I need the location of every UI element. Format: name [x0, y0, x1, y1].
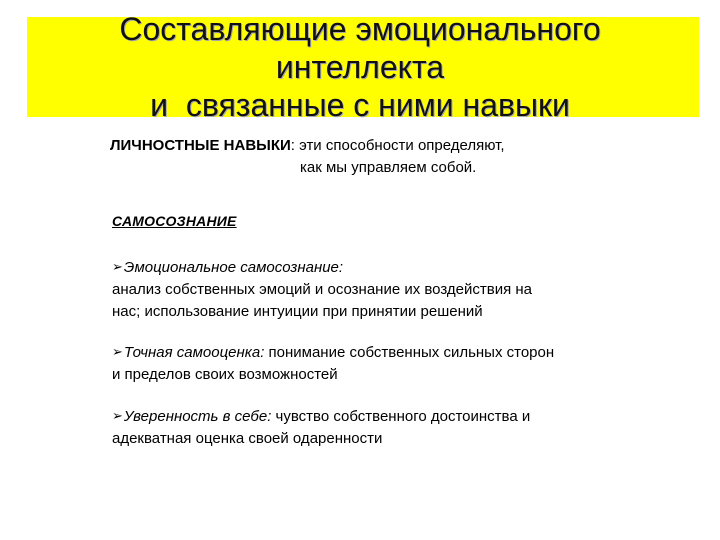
arrow-bullet-icon: ➢ [112, 259, 123, 274]
title-line-1: Составляющие эмоционального [119, 11, 601, 47]
item-line-2: адекватная оценка своей одаренности [112, 430, 383, 447]
item-line-2: и пределов своих возможностей [112, 366, 338, 383]
personal-skills-label: ЛИЧНОСТНЫЕ НАВЫКИ [110, 137, 291, 154]
personal-skills-intro [110, 136, 505, 156]
section-title: САМОСОЗНАНИЕ [112, 213, 237, 229]
item-term: Уверенность в себе: [123, 408, 272, 425]
item-term: Точная самооценка: [123, 344, 265, 361]
arrow-bullet-icon: ➢ [112, 408, 123, 423]
arrow-bullet-icon: ➢ [112, 344, 123, 359]
slide-title [0, 10, 720, 124]
list-item [112, 341, 672, 386]
title-line-3: и связанные с ними навыки [150, 87, 570, 123]
personal-skills-text-1: : эти способности определяют, [290, 137, 505, 154]
title-line-2: интеллекта [275, 49, 445, 85]
item-line-1: понимание собственных сильных сторон [264, 344, 555, 361]
list-item [112, 405, 672, 450]
item-line-1: чувство собственного достоинства и [271, 408, 531, 425]
item-line-1: анализ собственных эмоций и осознание их воздействия на [112, 281, 533, 298]
list-item [112, 256, 672, 323]
item-term: Эмоциональное самосознание: [123, 259, 344, 276]
item-line-2: нас; использование интуиции при принятии решений [112, 303, 483, 320]
personal-skills-text-2: как мы управляем собой. [300, 159, 477, 176]
